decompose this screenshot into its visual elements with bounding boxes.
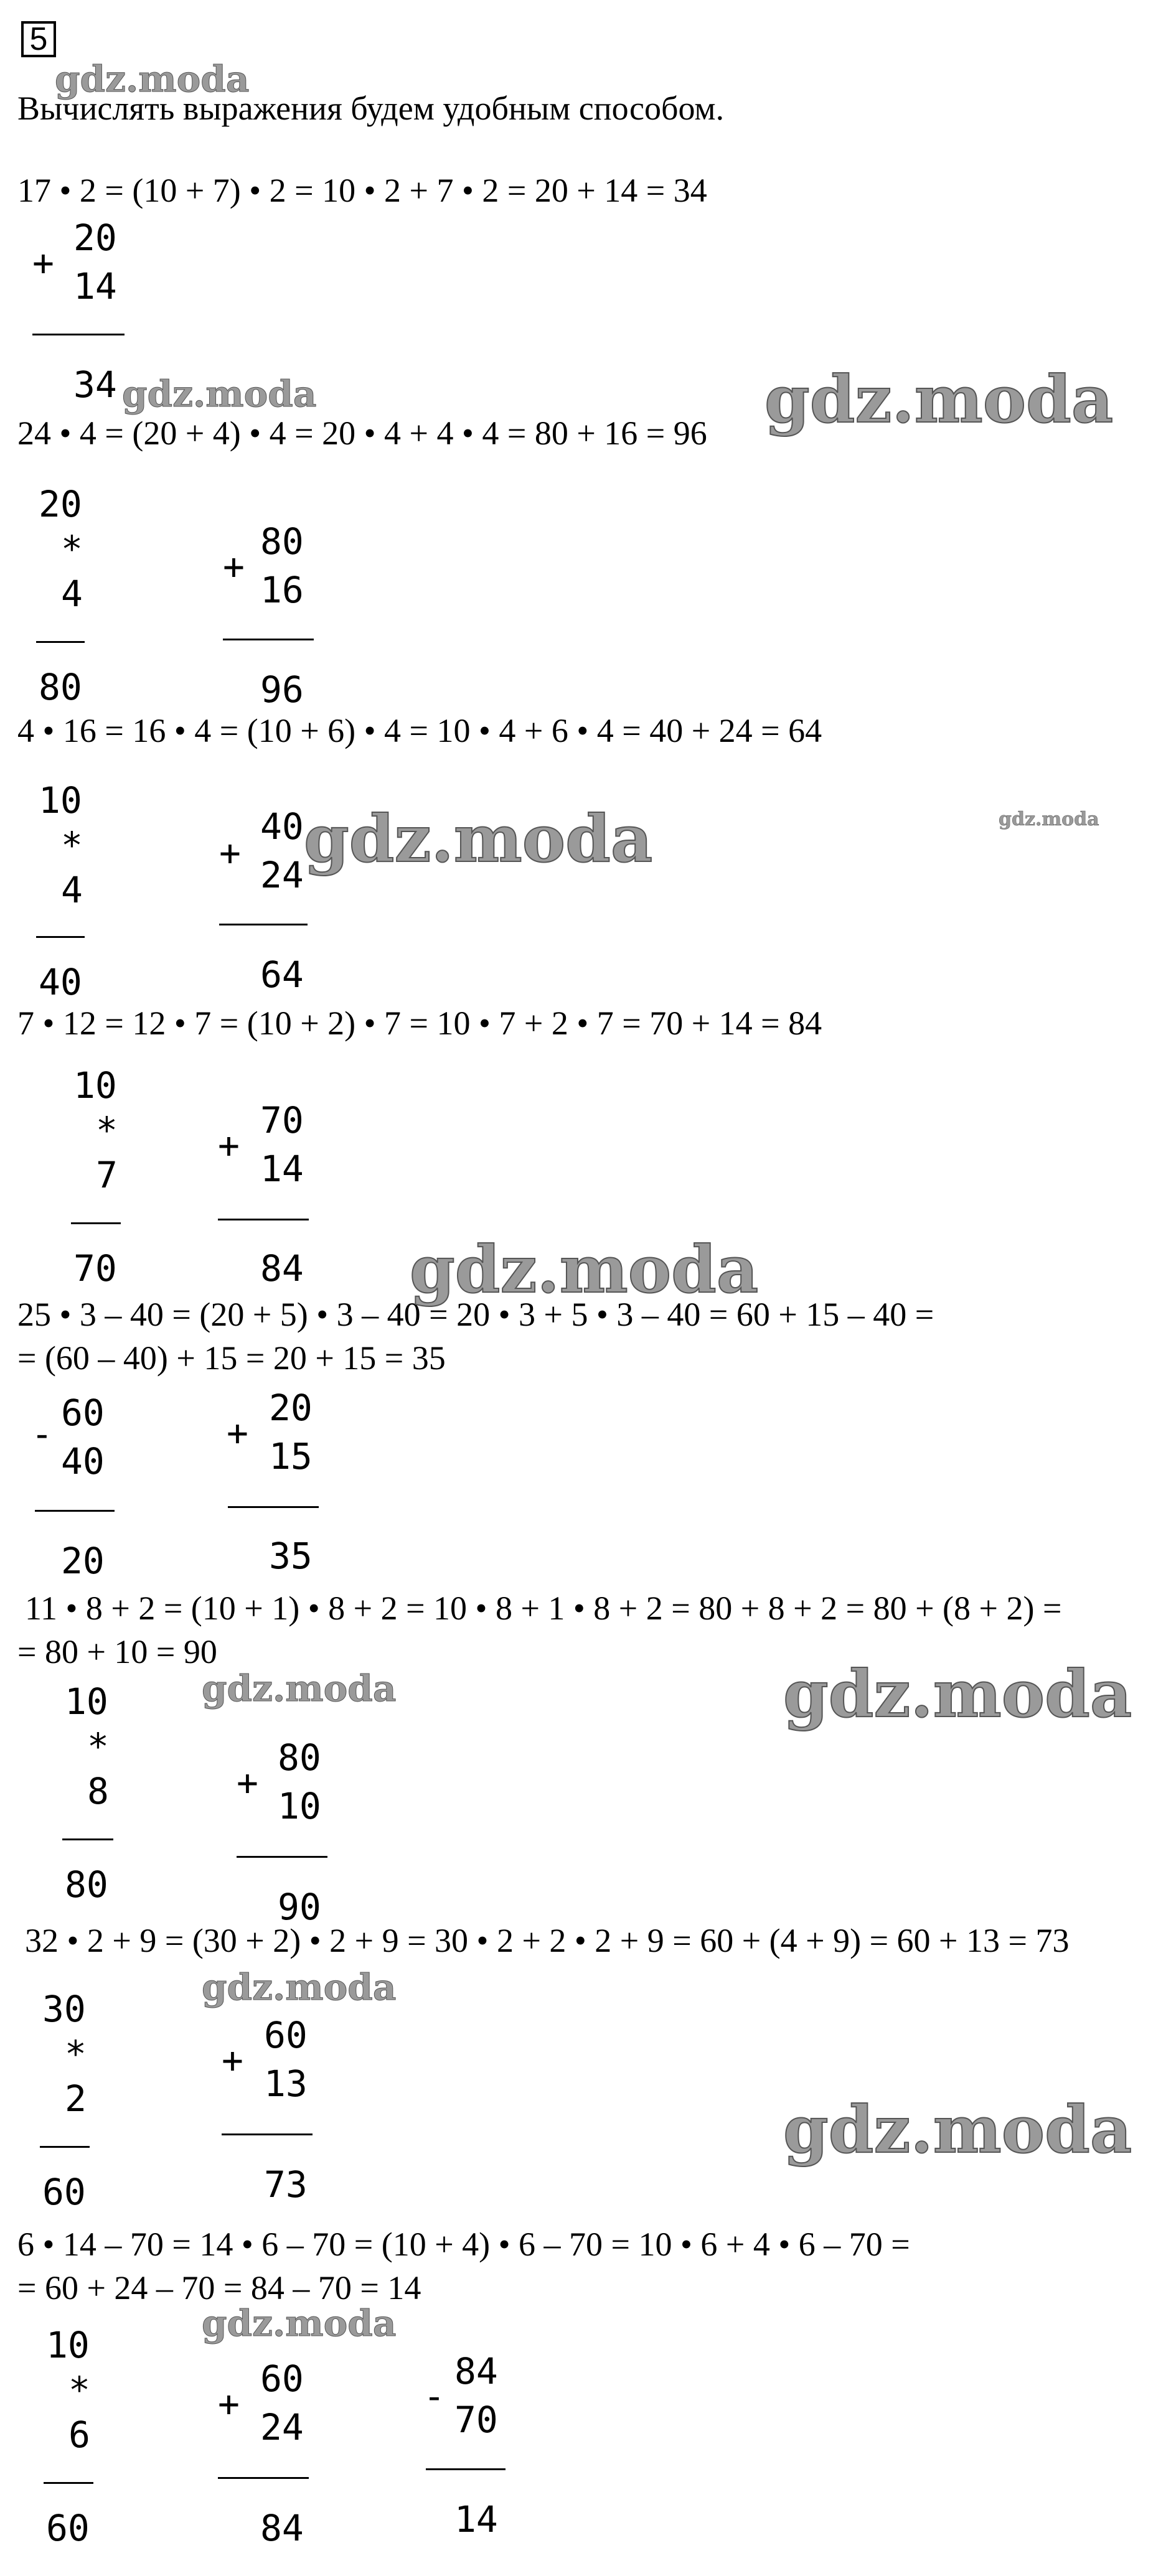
column-operator: * (68, 2369, 90, 2411)
column-operand: 4 (61, 573, 83, 615)
column-operand: 24 (260, 854, 304, 896)
column-operand: 60 (264, 2014, 308, 2056)
column-result: 90 (278, 1886, 321, 1928)
column-result: 14 (454, 2498, 498, 2541)
column-result: 84 (260, 2507, 304, 2549)
column-result: 64 (260, 953, 304, 996)
column-operator: * (96, 1109, 118, 1151)
column-operand: 2 (65, 2077, 87, 2120)
column-operand: 80 (260, 520, 304, 563)
watermark: gdz.moda (202, 1966, 397, 2008)
column-result: 35 (269, 1535, 313, 1577)
column-operand: 80 (278, 1736, 321, 1779)
equation-line: 11 • 8 + 2 = (10 + 1) • 8 + 2 = 10 • 8 + 1 • 8 + 2 = 80 + 8 + 2 = 80 + (8 + 2) = (25, 1590, 1062, 1627)
column-line (36, 936, 85, 938)
equation-line: 7 • 12 = 12 • 7 = (10 + 2) • 7 = 10 • 7 + 2 • 7 = 70 + 14 = 84 (17, 1005, 822, 1042)
column-operand: 60 (61, 1392, 105, 1434)
watermark: gdz.moda (783, 1656, 1132, 1732)
column-operand: 7 (96, 1154, 118, 1196)
column-operand: 10 (65, 1680, 108, 1723)
column-line (222, 2133, 313, 2135)
column-operator: + (223, 545, 245, 588)
column-line (36, 641, 85, 643)
equation-line: 4 • 16 = 16 • 4 = (10 + 6) • 4 = 10 • 4 + 6 • 4 = 40 + 24 = 64 (17, 712, 822, 749)
column-operator: + (218, 1124, 240, 1166)
column-result: 80 (39, 666, 82, 708)
task-number: 5 (21, 21, 56, 57)
column-result: 84 (260, 1247, 304, 1290)
column-operator: - (31, 1413, 53, 1455)
column-operand: 10 (278, 1785, 321, 1827)
watermark: gdz.moda (410, 1231, 759, 1308)
column-operator: + (32, 241, 54, 284)
watermark: gdz.moda (122, 373, 317, 415)
column-operator: + (219, 831, 241, 874)
watermark: gdz.moda (999, 808, 1099, 830)
column-operand: 20 (73, 217, 117, 259)
column-line (44, 2482, 93, 2484)
column-operand: 14 (260, 1148, 304, 1190)
equation-line: 17 • 2 = (10 + 7) • 2 = 10 • 2 + 7 • 2 = 20 + 14 = 34 (17, 172, 707, 209)
column-operator: + (237, 1761, 258, 1804)
column-line (218, 2477, 309, 2479)
column-operator: + (227, 1412, 248, 1454)
column-result: 20 (61, 1540, 105, 1582)
column-operator: * (61, 824, 83, 866)
column-result: 60 (46, 2507, 90, 2549)
column-operand: 30 (42, 1988, 86, 2030)
column-operand: 6 (68, 2414, 90, 2456)
equation-line: 24 • 4 = (20 + 4) • 4 = 20 • 4 + 4 • 4 = 80 + 16 = 96 (17, 415, 707, 452)
equation-line: 32 • 2 + 9 = (30 + 2) • 2 + 9 = 30 • 2 + 2 • 2 + 9 = 60 + (4 + 9) = 60 + 13 = 73 (25, 1922, 1070, 1959)
column-operand: 20 (39, 483, 82, 525)
column-operator: + (218, 2382, 240, 2425)
watermark: gdz.moda (202, 1667, 397, 1710)
column-operator: * (87, 1725, 109, 1768)
column-operand: 70 (260, 1099, 304, 1141)
column-operand: 14 (73, 265, 117, 307)
column-line (62, 1838, 113, 1840)
column-result: 73 (264, 2163, 308, 2206)
intro-text: Вычислять выражения будем удобным способом. (17, 90, 725, 127)
column-line (426, 2468, 506, 2470)
watermark: gdz.moda (55, 58, 250, 100)
column-result: 60 (42, 2171, 86, 2213)
equation-line: 25 • 3 – 40 = (20 + 5) • 3 – 40 = 20 • 3 + 5 • 3 – 40 = 60 + 15 – 40 = (17, 1296, 934, 1333)
column-line (32, 334, 125, 335)
column-operand: 15 (269, 1435, 313, 1478)
watermark: gdz.moda (783, 2091, 1132, 2168)
column-line (71, 1222, 121, 1224)
column-line (219, 924, 308, 925)
column-operator: + (222, 2039, 243, 2081)
watermark: gdz.moda (202, 2302, 397, 2344)
column-operand: 70 (454, 2399, 498, 2441)
column-operator: * (61, 528, 83, 570)
column-operand: 20 (269, 1387, 313, 1429)
column-operator: - (423, 2375, 445, 2417)
watermark: gdz.moda (304, 800, 653, 877)
column-operand: 84 (454, 2350, 498, 2392)
column-operand: 10 (73, 1064, 117, 1107)
column-operand: 10 (39, 779, 82, 822)
watermark: gdz.moda (764, 361, 1114, 438)
column-result: 80 (65, 1863, 108, 1906)
equation-line: = 60 + 24 – 70 = 84 – 70 = 14 (17, 2269, 421, 2307)
column-operator: * (65, 2033, 87, 2075)
equation-line: = 80 + 10 = 90 (17, 1633, 217, 1670)
column-line (223, 639, 314, 640)
column-result: 96 (260, 668, 304, 711)
equation-line: = (60 – 40) + 15 = 20 + 15 = 35 (17, 1339, 446, 1377)
column-operand: 16 (260, 569, 304, 611)
column-operand: 13 (264, 2063, 308, 2105)
column-result: 40 (39, 961, 82, 1003)
column-operand: 40 (260, 805, 304, 848)
column-line (237, 1856, 327, 1858)
column-operand: 10 (46, 2324, 90, 2366)
equation-line: 6 • 14 – 70 = 14 • 6 – 70 = (10 + 4) • 6 – 70 = 10 • 6 + 4 • 6 – 70 = (17, 2226, 910, 2263)
column-line (40, 2146, 90, 2148)
column-operand: 24 (260, 2406, 304, 2448)
column-operand: 8 (87, 1770, 109, 1812)
column-line (228, 1506, 319, 1508)
column-result: 34 (73, 363, 117, 406)
column-line (35, 1510, 115, 1512)
column-line (218, 1219, 309, 1220)
column-operand: 4 (61, 869, 83, 911)
column-result: 70 (73, 1247, 117, 1290)
column-operand: 60 (260, 2358, 304, 2400)
column-operand: 40 (61, 1440, 105, 1482)
